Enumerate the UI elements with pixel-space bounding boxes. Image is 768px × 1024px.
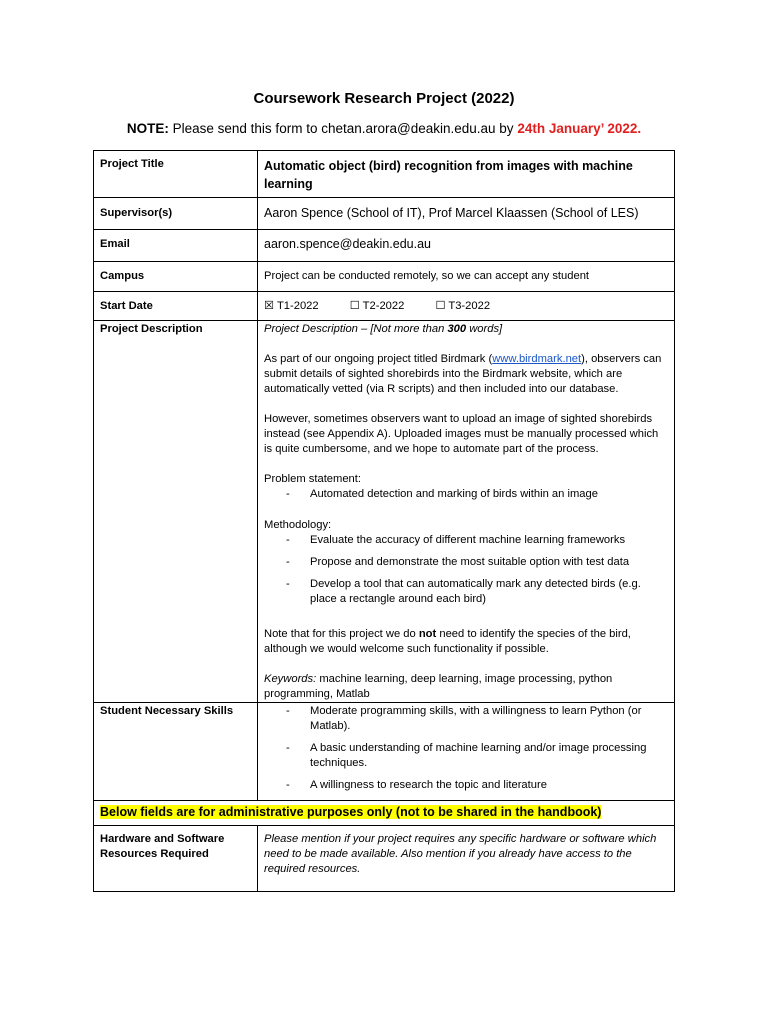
description-value	[258, 321, 675, 703]
row-start-date	[94, 292, 675, 321]
email-label: Email	[94, 230, 258, 262]
row-student-skills	[94, 703, 675, 801]
supervisors-value: Aaron Spence (School of IT), Prof Marcel Klaassen (School of LES)	[258, 198, 675, 230]
checkbox-checked-icon: ☒	[264, 300, 275, 312]
row-admin-banner	[94, 801, 675, 826]
campus-label: Campus	[94, 262, 258, 292]
project-title-value: Automatic object (bird) recognition from images with machine learning	[258, 151, 675, 198]
description-paragraph-2: However, sometimes observers want to upload an image of sighted shorebirds instead (see Appendix A). Uploaded images must be manually processed which is quite cumbersome, and we hope to automate part of the process.	[264, 413, 659, 455]
species-note: Note that for this project we do not need to identify the species of the bird, although we would welcome such functionality if possible.	[264, 628, 631, 655]
list-item: - Automated detection and marking of birds within an image	[264, 487, 668, 502]
list-item: - A willingness to research the topic and literature	[264, 778, 668, 793]
methodology-list	[264, 533, 668, 607]
note-label: NOTE:	[126, 121, 169, 136]
checkbox-t3[interactable]: ☐ T3-2022	[435, 300, 491, 312]
start-date-label: Start Date	[94, 292, 258, 321]
problem-heading: Problem statement:	[264, 473, 362, 485]
hardware-label: Hardware and Software Resources Required	[94, 826, 258, 892]
list-item: - Moderate programming skills, with a willingness to learn Python (or Matlab).	[264, 704, 668, 734]
checkbox-t2[interactable]: ☐ T2-2022	[349, 300, 405, 312]
page-title: Coursework Research Project (2022)	[253, 90, 515, 107]
row-campus	[94, 262, 675, 292]
skills-label: Student Necessary Skills	[94, 703, 258, 801]
description-paragraph-1: As part of our ongoing project titled Birdmark (www.birdmark.net), observers can submit details of sighted shorebirds into the Birdmark website, which are automatically vetted (via R scripts) and then included into our database.	[264, 353, 662, 395]
skills-value	[258, 703, 675, 801]
problem-list	[264, 487, 668, 502]
project-form-table	[93, 150, 675, 892]
checkbox-empty-icon: ☐	[435, 300, 446, 312]
email-value: aaron.spence@deakin.edu.au	[258, 230, 675, 262]
list-item: - Propose and demonstrate the most suitable option with test data	[264, 555, 668, 570]
checkbox-t1[interactable]: ☒ T1-2022	[264, 300, 319, 312]
description-label: Project Description	[94, 321, 258, 703]
campus-value: Project can be conducted remotely, so we can accept any student	[258, 262, 675, 292]
admin-banner	[94, 801, 675, 826]
start-date-options	[258, 292, 675, 321]
checkbox-empty-icon: ☐	[349, 300, 360, 312]
admin-banner-text: Below fields are for administrative purposes only (not to be shared in the handbook)	[100, 805, 602, 819]
note-text: Please send this form to chetan.arora@deakin.edu.au by	[172, 121, 514, 136]
row-email	[94, 230, 675, 262]
row-supervisors	[94, 198, 675, 230]
list-item: - A basic understanding of machine learning and/or image processing techniques.	[264, 741, 668, 771]
supervisors-label: Supervisor(s)	[94, 198, 258, 230]
list-item: - Develop a tool that can automatically mark any detected birds (e.g. place a rectangle around each bird)	[264, 577, 668, 607]
list-item: - Evaluate the accuracy of different machine learning frameworks	[264, 533, 668, 548]
hardware-value: Please mention if your project requires any specific hardware or software which need to be made available. Also mention if you already have access to the required resources.	[258, 826, 675, 892]
skills-list	[264, 704, 668, 793]
row-project-title	[94, 151, 675, 198]
project-title-label: Project Title	[94, 151, 258, 198]
description-hint: Project Description – [Not more than 300 words]	[264, 323, 503, 335]
row-hardware	[94, 826, 675, 892]
methodology-heading: Methodology:	[264, 519, 332, 531]
row-project-description	[94, 321, 675, 703]
note-deadline: 24th January’ 2022.	[517, 121, 642, 136]
submission-note	[0, 121, 768, 136]
birdmark-link[interactable]: www.birdmark.net	[492, 353, 582, 365]
keywords: Keywords: machine learning, deep learning, image processing, python programming, Matlab	[264, 673, 613, 700]
